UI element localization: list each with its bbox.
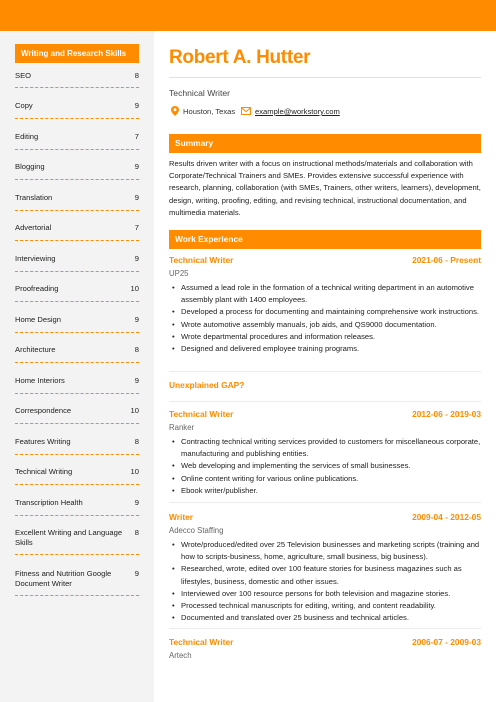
skill-divider xyxy=(15,118,139,119)
skill-divider xyxy=(15,87,139,88)
job-title: Technical Writer xyxy=(169,88,230,98)
job-divider xyxy=(169,628,481,629)
list-item: • Web developing and implementing the services of small businesses. xyxy=(181,460,481,472)
skill-name: Home Interiors xyxy=(15,376,65,385)
job-header xyxy=(169,511,481,523)
list-item: • Processed technical manuscripts for editing, writing, and content readability. xyxy=(181,600,481,612)
skill-level: 7 xyxy=(134,223,139,232)
skill-name: Blogging xyxy=(15,162,45,171)
skill-divider xyxy=(15,454,139,455)
job-header xyxy=(169,254,481,266)
job-bullets xyxy=(169,539,481,624)
job-role: Technical Writer xyxy=(169,637,234,647)
list-item: • Documented and translated over 25 business and technical articles. xyxy=(181,612,481,624)
job-role: Technical Writer xyxy=(169,409,234,419)
skill-divider xyxy=(15,149,139,150)
job-bullets xyxy=(169,282,481,355)
job-divider xyxy=(169,502,481,503)
job-bullets xyxy=(169,436,481,497)
skill-item xyxy=(15,315,139,335)
skill-item xyxy=(15,528,139,558)
job-company: Artech xyxy=(169,651,192,660)
list-item: • Wrote automotive assembly manuals, job aids, and QS9000 documentation. xyxy=(181,319,481,331)
list-item: • Ebook writer/publisher. xyxy=(181,485,481,497)
job-role: Writer xyxy=(169,512,194,522)
skill-level: 10 xyxy=(130,406,139,415)
header-divider xyxy=(169,77,481,78)
skill-level: 10 xyxy=(130,467,139,476)
skill-item xyxy=(15,132,139,152)
skill-name: Translation xyxy=(15,193,53,202)
skill-divider xyxy=(15,332,139,333)
job-company: Ranker xyxy=(169,423,195,432)
job-company: Adecco Staffing xyxy=(169,526,224,535)
list-item: • Interviewed over 100 resource persons for both television and magazine stories. xyxy=(181,588,481,600)
skill-divider xyxy=(15,393,139,394)
skill-item xyxy=(15,71,139,91)
skill-level: 9 xyxy=(134,569,139,578)
skill-name: Technical Writing xyxy=(15,467,73,476)
list-item: • Researched, wrote, edited over 100 feature stories for business magazines such as lifestyles, business, domestic and other issues. xyxy=(181,563,481,587)
skill-divider xyxy=(15,515,139,516)
skill-divider xyxy=(15,554,139,555)
skills-section xyxy=(15,44,139,588)
skill-item xyxy=(15,254,139,274)
skill-level: 7 xyxy=(134,132,139,141)
job-divider xyxy=(169,401,481,402)
skill-name: Copy xyxy=(15,101,33,110)
list-item: • Designed and delivered employee training programs. xyxy=(181,343,481,355)
skill-level: 9 xyxy=(134,101,139,110)
job-divider xyxy=(169,371,481,372)
skill-level: 9 xyxy=(134,498,139,507)
job-role: Technical Writer xyxy=(169,255,234,265)
skill-level: 8 xyxy=(134,437,139,446)
skill-item xyxy=(15,498,139,518)
skill-level: 8 xyxy=(134,528,139,537)
skill-level: 10 xyxy=(130,284,139,293)
list-item: • Developed a process for documenting and maintaining comprehensive work instructions. xyxy=(181,306,481,318)
skill-level: 9 xyxy=(134,162,139,171)
sidebar xyxy=(0,31,154,702)
envelope-icon xyxy=(241,107,251,119)
skill-item xyxy=(15,467,139,487)
skill-name: Editing xyxy=(15,132,39,141)
skill-divider xyxy=(15,362,139,363)
skill-divider xyxy=(15,301,139,302)
top-accent-bar xyxy=(0,0,496,31)
skill-divider xyxy=(15,595,139,596)
job-dates: 2009-04 - 2012-05 xyxy=(412,512,481,522)
skill-item xyxy=(15,162,139,182)
skill-level: 8 xyxy=(134,71,139,80)
skill-name: Interviewing xyxy=(15,254,56,263)
skill-name: Features Writing xyxy=(15,437,71,446)
skill-level: 8 xyxy=(134,345,139,354)
skill-item xyxy=(15,376,139,396)
skill-name: Excellent Writing and Language Skills xyxy=(15,528,123,547)
email-link[interactable]: example@workstory.com xyxy=(255,107,340,116)
skill-divider xyxy=(15,423,139,424)
summary-text: Results driven writer with a focus on instructional methods/materials and collaboration with Corporate/Technical Trainers and SMEs. Provides extensive successful experience with research, planning, collaboration (with SMEs, Trainers, other writers, learners), development, design, writing, proofing, editing, and revising technical, instructional documentation, and multimedia materials. xyxy=(169,159,481,217)
skill-name: SEO xyxy=(15,71,32,80)
job-header xyxy=(169,379,481,391)
skill-item xyxy=(15,193,139,213)
map-pin-icon xyxy=(171,106,179,120)
skill-divider xyxy=(15,271,139,272)
gap-label: Unexplained GAP? xyxy=(169,380,245,390)
skill-item xyxy=(15,569,139,599)
skill-divider xyxy=(15,484,139,485)
skills-heading: Writing and Research Skills xyxy=(15,44,139,63)
skill-name: Home Design xyxy=(15,315,62,324)
job-dates: 2021-06 - Present xyxy=(412,255,481,265)
skill-level: 9 xyxy=(134,315,139,324)
skill-level: 9 xyxy=(134,376,139,385)
job-dates: 2012-06 - 2019-03 xyxy=(412,409,481,419)
skill-name: Advertorial xyxy=(15,223,52,232)
skill-item xyxy=(15,284,139,304)
job-header xyxy=(169,636,481,648)
skill-item xyxy=(15,101,139,121)
skill-item xyxy=(15,437,139,457)
skill-name: Correspondence xyxy=(15,406,72,415)
skill-name: Architecture xyxy=(15,345,56,354)
skill-level: 9 xyxy=(134,193,139,202)
contact-row xyxy=(169,106,481,118)
list-item: • Wrote departmental procedures and information releases. xyxy=(181,331,481,343)
skill-item xyxy=(15,406,139,426)
list-item: • Assumed a lead role in the formation of a technical writing department in an automotive assembly plant with 1400 employees. xyxy=(181,282,481,306)
skill-level: 9 xyxy=(134,254,139,263)
skill-divider xyxy=(15,240,139,241)
skill-name: Transcription Health xyxy=(15,498,83,507)
candidate-name: Robert A. Hutter xyxy=(169,47,311,68)
skill-divider xyxy=(15,179,139,180)
skill-item xyxy=(15,345,139,365)
summary-heading: Summary xyxy=(169,134,481,153)
job-dates: 2006-07 - 2009-03 xyxy=(412,637,481,647)
work-experience-heading: Work Experience xyxy=(169,230,481,249)
skill-divider xyxy=(15,210,139,211)
skill-name: Fitness and Nutrition Google Document Writer xyxy=(15,569,112,588)
job-company: UP25 xyxy=(169,269,189,278)
skill-name: Proofreading xyxy=(15,284,59,293)
skill-item xyxy=(15,223,139,243)
list-item: • Online content writing for various online publications. xyxy=(181,473,481,485)
list-item: • Wrote/produced/edited over 25 Television businesses and marketing scripts (training and how to scripts-business, home, agriculture, small business, big business). xyxy=(181,539,481,563)
list-item: • Contracting technical writing services provided to customers for miscellaneous corporate, manufacturing and publishing entities. xyxy=(181,436,481,460)
location-text: Houston, Texas xyxy=(183,107,236,116)
job-header xyxy=(169,408,481,420)
